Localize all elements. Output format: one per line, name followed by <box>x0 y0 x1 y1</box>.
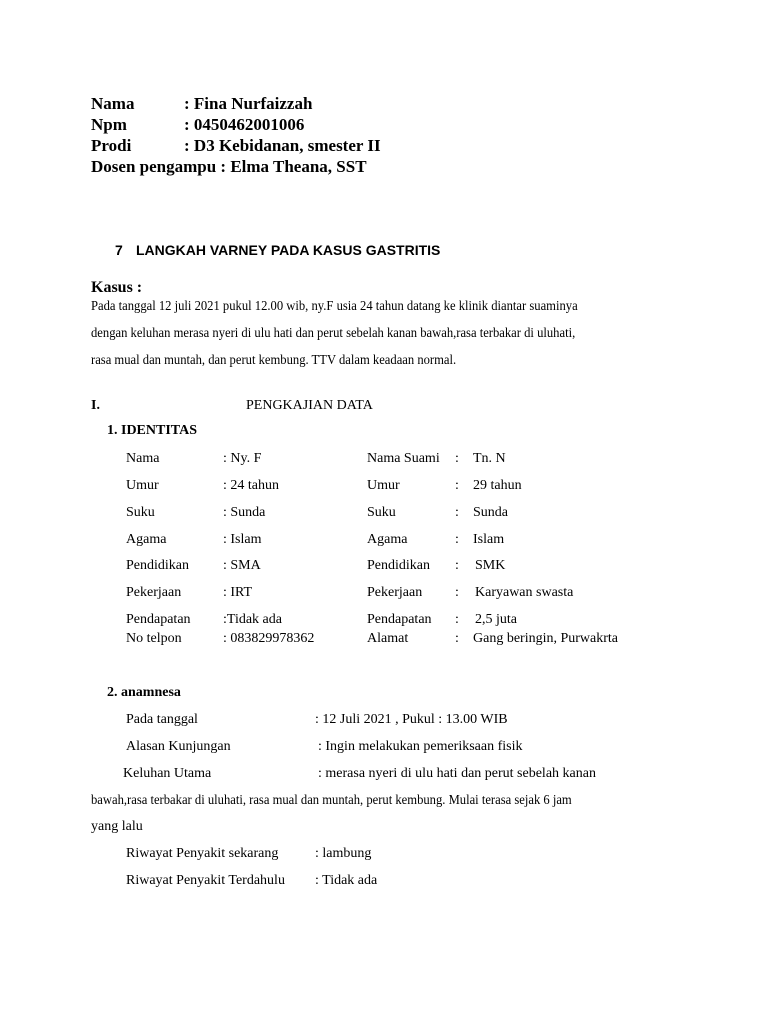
identitas-right-label: Pekerjaan <box>367 585 423 600</box>
identitas-right-value: Sunda <box>473 505 508 520</box>
title-number: 7 <box>115 242 123 258</box>
pada-tanggal-value: : 12 Juli 2021 , Pukul : 13.00 WIB <box>315 712 508 727</box>
identitas-right-label: Suku <box>367 505 396 520</box>
identitas-right-colon: : <box>455 631 459 646</box>
header-prodi-value: : D3 Kebidanan, smester II <box>184 136 381 155</box>
identitas-left-value: : Ny. F <box>223 451 262 466</box>
kasus-heading: Kasus : <box>91 279 143 296</box>
identitas-left-label: Suku <box>126 505 155 520</box>
identitas-right-label: Alamat <box>367 631 409 646</box>
kasus-line-2: dengan keluhan merasa nyeri di ulu hati dan perut sebelah kanan bawah,rasa terbakar di uluhati, <box>91 326 576 341</box>
section-roman: I. <box>91 398 100 413</box>
identitas-right-colon: : <box>455 451 459 466</box>
document-title: LANGKAH VARNEY PADA KASUS GASTRITIS <box>136 242 441 258</box>
identitas-left-value: : Sunda <box>223 505 266 520</box>
identitas-right-label: Pendapatan <box>367 612 432 627</box>
identitas-right-colon: : <box>455 558 459 573</box>
identitas-left-value: : SMA <box>223 558 261 573</box>
identitas-left-label: Nama <box>126 451 160 466</box>
header-npm-value: : 0450462001006 <box>184 115 305 134</box>
identitas-left-value: : Islam <box>223 532 262 547</box>
riwayat-terdahulu-value: : Tidak ada <box>315 873 378 888</box>
identitas-right-label: Umur <box>367 478 400 493</box>
identitas-right-value: SMK <box>475 558 506 573</box>
identitas-left-label: Umur <box>126 478 159 493</box>
header-nama-label: Nama <box>91 94 135 113</box>
keluhan-utama-cont-1: bawah,rasa terbakar di uluhati, rasa mual dan muntah, perut kembung. Mulai terasa sejak 6 jam <box>91 793 572 808</box>
kasus-line-1: Pada tanggal 12 juli 2021 pukul 12.00 wib, ny.F usia 24 tahun datang ke klinik diantar suaminya <box>91 299 578 314</box>
section-title: PENGKAJIAN DATA <box>246 398 373 413</box>
identitas-right-value: Gang beringin, Purwakrta <box>473 631 619 646</box>
identitas-right-colon: : <box>455 505 459 520</box>
identitas-left-label: No telpon <box>126 631 182 646</box>
alasan-kunjungan-label: Alasan Kunjungan <box>126 739 231 754</box>
identitas-heading: 1. IDENTITAS <box>107 423 197 438</box>
pada-tanggal-label: Pada tanggal <box>126 712 198 727</box>
identitas-right-colon: : <box>455 478 459 493</box>
identitas-right-colon: : <box>455 612 459 627</box>
identitas-right-value: Tn. N <box>473 451 506 466</box>
header-prodi-label: Prodi <box>91 136 132 155</box>
keluhan-utama-value: : merasa nyeri di ulu hati dan perut sebelah kanan <box>318 766 596 781</box>
identitas-left-label: Pendapatan <box>126 612 191 627</box>
identitas-right-value: 2,5 juta <box>475 612 517 627</box>
identitas-left-value: : 24 tahun <box>223 478 279 493</box>
header-dosen-line: Dosen pengampu : Elma Theana, SST <box>91 157 367 176</box>
identitas-right-label: Agama <box>367 532 408 547</box>
riwayat-sekarang-value: : lambung <box>315 846 372 861</box>
identitas-left-label: Pendidikan <box>126 558 189 573</box>
identitas-right-label: Pendidikan <box>367 558 430 573</box>
anamnesa-heading: 2. anamnesa <box>107 685 181 700</box>
keluhan-utama-cont-2: yang lalu <box>91 819 143 834</box>
kasus-line-3: rasa mual dan muntah, dan perut kembung. TTV dalam keadaan normal. <box>91 353 457 368</box>
header-nama-value: : Fina Nurfaizzah <box>184 94 313 113</box>
identitas-right-colon: : <box>455 532 459 547</box>
riwayat-terdahulu-label: Riwayat Penyakit Terdahulu <box>126 873 285 888</box>
riwayat-sekarang-label: Riwayat Penyakit sekarang <box>126 846 279 861</box>
alasan-kunjungan-value: : Ingin melakukan pemeriksaan fisik <box>318 739 523 754</box>
identitas-right-label: Nama Suami <box>367 451 440 466</box>
identitas-left-label: Agama <box>126 532 167 547</box>
identitas-left-label: Pekerjaan <box>126 585 182 600</box>
identitas-right-value: 29 tahun <box>473 478 522 493</box>
identitas-right-value: Karyawan swasta <box>475 585 574 600</box>
keluhan-utama-label: Keluhan Utama <box>123 766 212 781</box>
identitas-left-value: : IRT <box>223 585 253 600</box>
identitas-left-value: : 083829978362 <box>223 631 315 646</box>
identitas-right-colon: : <box>455 585 459 600</box>
header-npm-label: Npm <box>91 115 127 134</box>
identitas-left-value: :Tidak ada <box>223 612 282 627</box>
identitas-right-value: Islam <box>473 532 505 547</box>
